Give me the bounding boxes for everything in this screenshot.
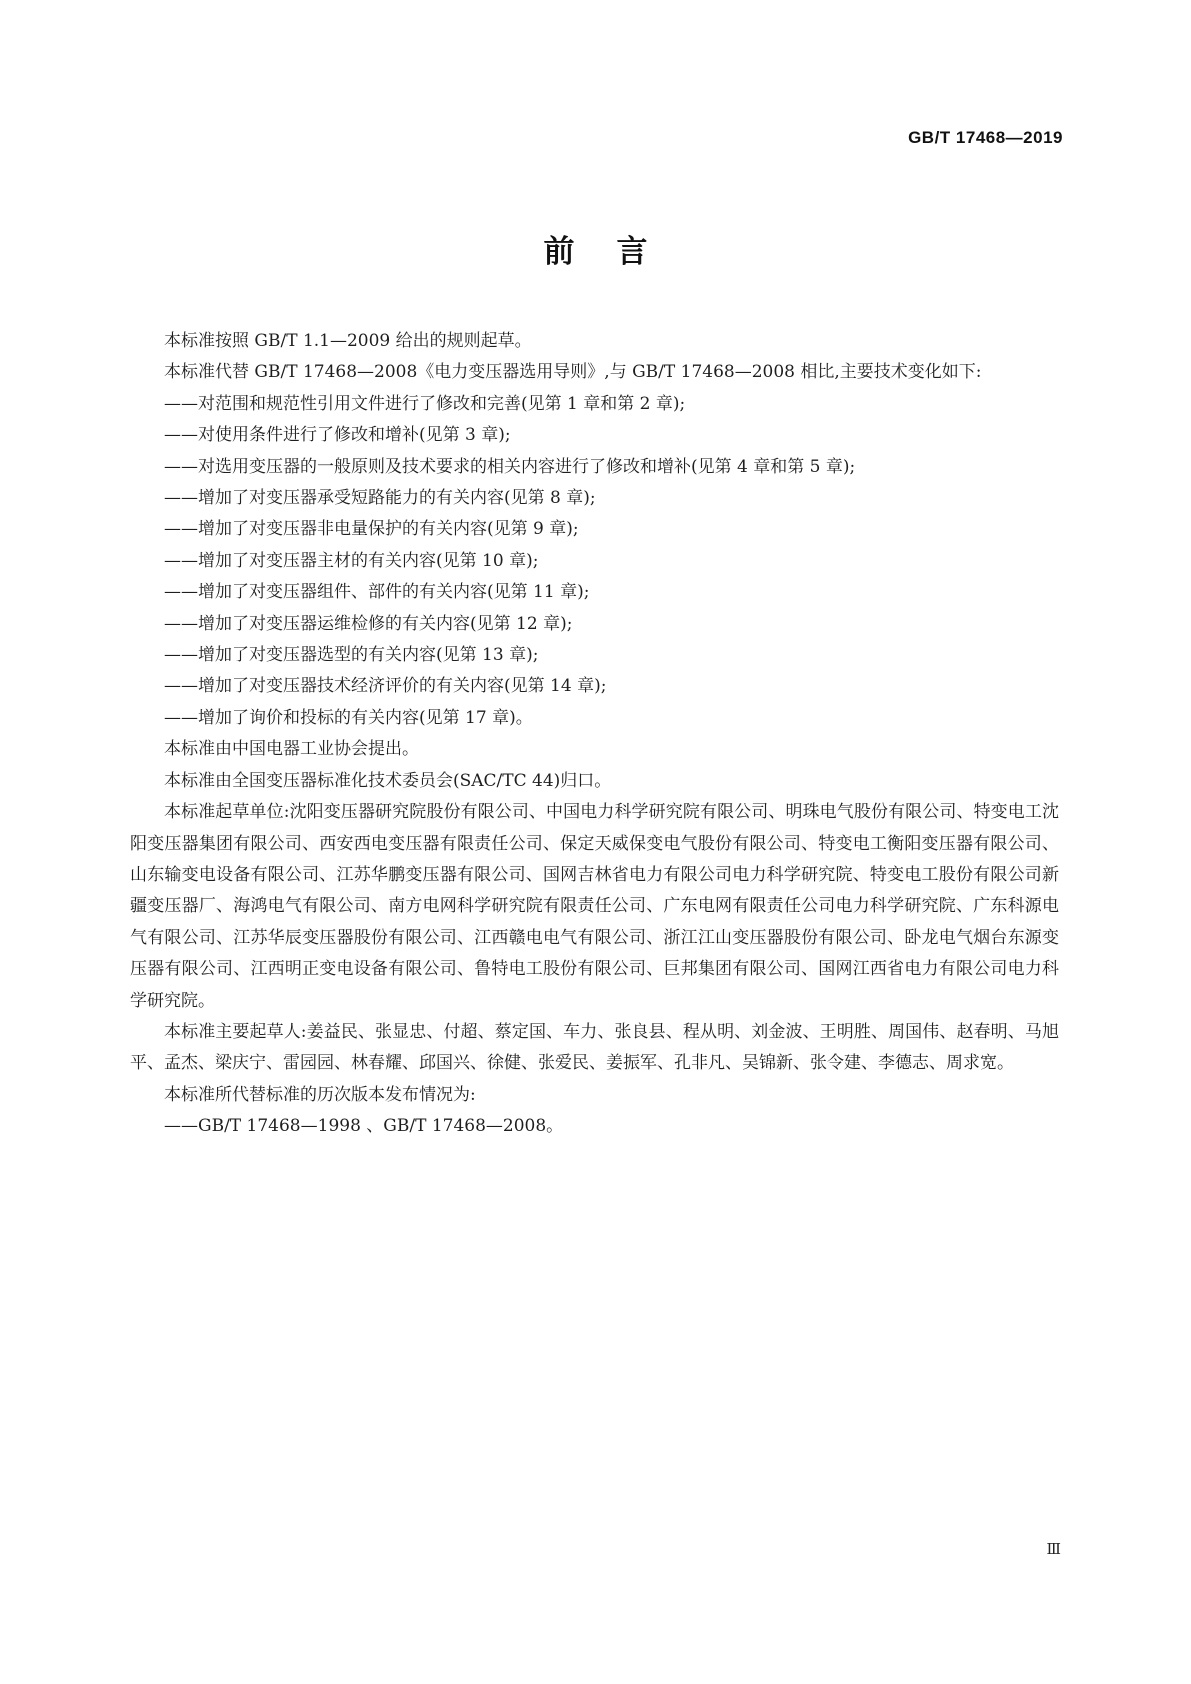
paragraph-drafting-units: 本标准起草单位:沈阳变压器研究院股份有限公司、中国电力科学研究院有限公司、明珠电气股份有限公司、特变电工沈阳变压器集团有限公司、西安西电变压器有限责任公司、保定天威保变电气股份有限公司、特变电工衡阳变压器有限公司、山东输变电设备有限公司、江苏华鹏变压器有限公司、国网吉林省电力有限公司电力科学研究院、特变电工股份有限公司新疆变压器厂、海鸿电气有限公司、南方电网科学研究院有限责任公司、广东电网有限责任公司电力科学研究院、广东科源电气有限公司、江苏华辰变压器股份有限公司、江西赣电电气有限公司、浙江江山变压器股份有限公司、卧龙电气烟台东源变压器有限公司、江西明正变电设备有限公司、鲁特电工股份有限公司、巨邦集团有限公司、国网江西省电力有限公司电力科学研究院。 <box>130 802 1059 1011</box>
paragraph-drafters: 本标准主要起草人:姜益民、张显忠、付超、蔡定国、车力、张良县、程从明、刘金波、王明胜、周国伟、赵春明、马旭平、孟杰、梁庆宁、雷园园、林春耀、邱国兴、徐健、张爱民、姜振军、孔非凡、吴锦新、张令建、李德志、周求宽。 <box>130 1021 1059 1074</box>
change-item: ——对范围和规范性引用文件进行了修改和完善(见第 1 章和第 2 章); <box>164 393 686 414</box>
paragraph-history-intro: 本标准所代替标准的历次版本发布情况为: <box>164 1084 476 1105</box>
change-item: ——对选用变压器的一般原则及技术要求的相关内容进行了修改和增补(见第 4 章和第 5 章); <box>164 456 856 477</box>
page-title: 前言 <box>543 234 690 270</box>
change-item: ——对使用条件进行了修改和增补(见第 3 章); <box>164 425 511 446</box>
standard-code-header: GB/T 17468—2019 <box>908 128 1063 147</box>
paragraph-replacement: 本标准代替 GB/T 17468—2008《电力变压器选用导则》,与 GB/T 17468—2008 相比,主要技术变化如下: <box>164 362 982 383</box>
paragraph-drafting-rules: 本标准按照 GB/T 1.1—2009 给出的规则起草。 <box>164 331 532 351</box>
change-item: ——增加了对变压器选型的有关内容(见第 13 章); <box>164 645 539 666</box>
page-number: Ⅲ <box>1046 1540 1061 1558</box>
change-item: ——增加了对变压器主材的有关内容(见第 10 章); <box>164 550 539 571</box>
paragraph-proposer: 本标准由中国电器工业协会提出。 <box>164 739 419 760</box>
change-item: ——增加了对变压器运维检修的有关内容(见第 12 章); <box>164 613 573 634</box>
history-item: ——GB/T 17468—1998 、GB/T 17468—2008。 <box>164 1116 564 1137</box>
foreword-body <box>130 326 1059 1143</box>
change-item: ——增加了对变压器技术经济评价的有关内容(见第 14 章); <box>164 676 607 697</box>
change-item: ——增加了对变压器非电量保护的有关内容(见第 9 章); <box>164 519 579 540</box>
change-item: ——增加了询价和投标的有关内容(见第 17 章)。 <box>164 707 533 728</box>
change-item: ——增加了对变压器组件、部件的有关内容(见第 11 章); <box>164 582 590 603</box>
change-item: ——增加了对变压器承受短路能力的有关内容(见第 8 章); <box>164 488 596 509</box>
paragraph-committee: 本标准由全国变压器标准化技术委员会(SAC/TC 44)归口。 <box>164 770 612 791</box>
